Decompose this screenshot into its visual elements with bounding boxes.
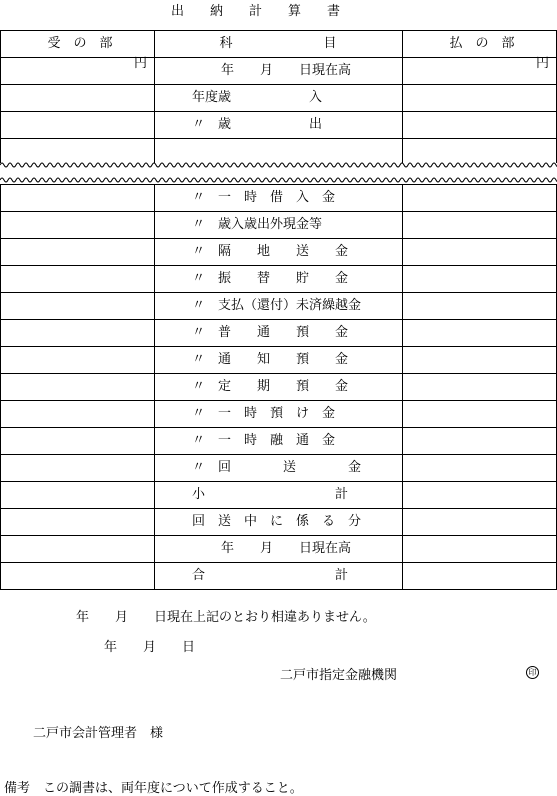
table-rule — [0, 589, 557, 590]
subject-row: 回 送 中 に 係 る 分 — [192, 514, 362, 529]
yen-unit-payment: 円 — [536, 56, 550, 71]
subject-row: 〃 一 時 融 通 金 — [192, 433, 336, 448]
subject-row: 〃 一 時 借 入 金 — [192, 190, 336, 205]
subject-row: 〃 振 替 貯 金 — [192, 271, 349, 286]
subject-row: 年 月 日現在高 — [221, 541, 352, 556]
table-border — [154, 184, 155, 590]
subject-header: 科 目 — [219, 36, 337, 51]
table-border — [0, 184, 1, 590]
subject-row: 年度歳 入 — [192, 90, 323, 105]
document-title: 出 納 計 算 書 — [171, 4, 341, 19]
subject-row: 合 計 — [192, 568, 349, 583]
subject-row: 〃 回 送 金 — [192, 460, 362, 475]
subject-row: 〃 歳 出 — [192, 117, 323, 132]
table-border — [402, 184, 403, 590]
receipt-header: 受 の 部 — [47, 36, 113, 51]
subject-row: 〃 支払（還付）未済繰越金 — [192, 298, 362, 313]
subject-row: 年 月 日現在高 — [221, 63, 352, 78]
subject-row: 〃 定 期 預 金 — [192, 379, 349, 394]
certification-statement: 年 月 日現在上記のとおり相違ありません。 — [76, 610, 376, 625]
subject-row: 〃 普 通 預 金 — [192, 325, 349, 340]
note: 備考 この調書は、両年度について作成すること。 — [4, 781, 303, 796]
table-border — [402, 30, 403, 163]
subject-row: 〃 通 知 預 金 — [192, 352, 349, 367]
subject-row: 〃 隔 地 送 金 — [192, 244, 349, 259]
subject-row: 〃 一 時 預 け 金 — [192, 406, 336, 421]
seal-mark: 印 — [526, 666, 539, 679]
payment-header: 払 の 部 — [449, 36, 515, 51]
yen-unit-receipt: 円 — [134, 56, 148, 71]
subject-row: 小 計 — [192, 487, 349, 502]
addressee: 二戸市会計管理者 様 — [33, 726, 164, 741]
table-rule — [0, 138, 557, 139]
date-line: 年 月 日 — [104, 640, 196, 655]
subject-row: 〃 歳入歳出外現金等 — [192, 217, 323, 232]
bank-name: 二戸市指定金融機関 — [280, 668, 398, 683]
table-border — [0, 30, 1, 163]
break-line — [0, 160, 557, 170]
